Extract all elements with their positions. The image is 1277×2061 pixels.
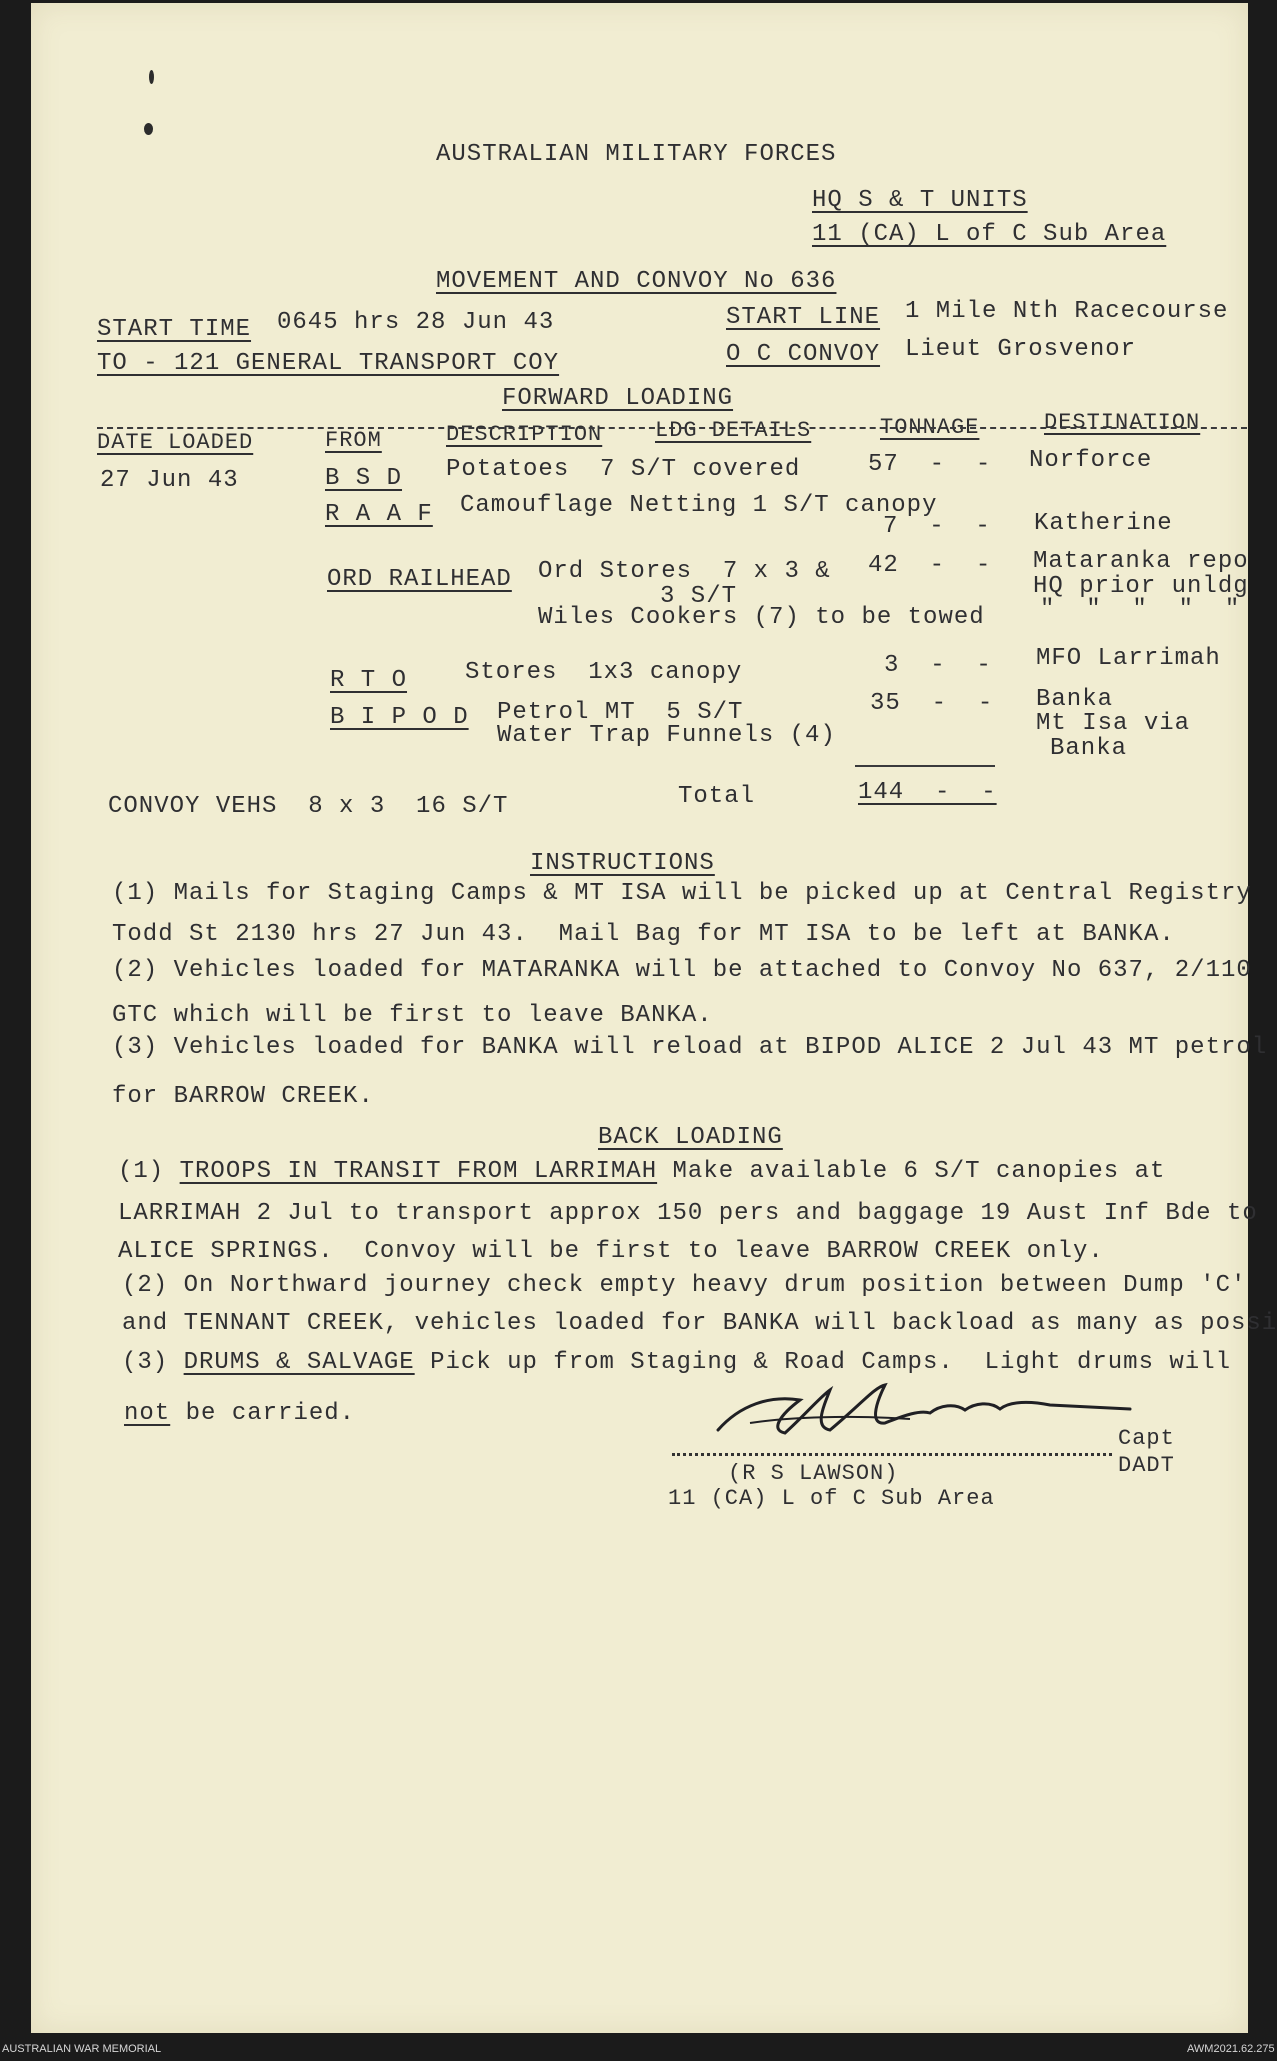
date-loaded-value: 27 Jun 43 <box>100 467 239 494</box>
signature-unit: 11 (CA) L of C Sub Area <box>668 1486 995 1511</box>
row-destination-line2: Mt Isa via <box>1036 710 1191 737</box>
row-destination: Norforce <box>1029 447 1153 474</box>
unit-line-2: 11 (CA) L of C Sub Area <box>812 221 1167 248</box>
to-label: TO - 121 GENERAL TRANSPORT COY <box>97 350 560 377</box>
start-time-label: START TIME <box>97 316 252 343</box>
col-description: DESCRIPTION <box>446 422 603 447</box>
emphasis-not: not <box>124 1400 171 1427</box>
col-date-loaded: DATE LOADED <box>97 430 254 455</box>
start-line-label: START LINE <box>726 304 881 331</box>
instruction-line: Todd St 2130 hrs 27 Jun 43. Mail Bag for MT ISA to be left at BANKA. <box>112 921 1175 948</box>
row-destination: Banka <box>1036 686 1114 713</box>
row-destination: Mataranka repo <box>1033 548 1249 575</box>
row-from: R T O <box>330 667 408 694</box>
forward-loading-heading: FORWARD LOADING <box>502 385 734 412</box>
row-tonnage: 57 - - <box>868 451 992 478</box>
row-description-line2: 3 S/T <box>660 583 738 610</box>
total-value: 144 - - <box>858 779 997 806</box>
row-description: Camouflage Netting 1 S/T canopy <box>460 492 938 519</box>
row-description: Petrol MT 5 S/T <box>497 699 744 726</box>
signature-rank: Capt <box>1118 1426 1175 1451</box>
movement-title: MOVEMENT AND CONVOY No 636 <box>436 268 837 295</box>
instruction-line: for BARROW CREEK. <box>112 1083 374 1110</box>
troops-in-transit-heading: TROOPS IN TRANSIT FROM LARRIMAH <box>179 1158 658 1185</box>
total-rule <box>855 765 995 767</box>
instruction-line: (2) Vehicles loaded for MATARANKA will be attached to Convoy No 637, 2/110 <box>112 957 1252 984</box>
row-description: Potatoes 7 S/T covered <box>446 456 801 483</box>
instructions-heading: INSTRUCTIONS <box>530 850 715 877</box>
back-loading-line: LARRIMAH 2 Jul to transport approx 150 pers and baggage 19 Aust Inf Bde to <box>118 1200 1258 1227</box>
signature-line <box>672 1453 1112 1456</box>
back-loading-line: and TENNANT CREEK, vehicles loaded for BANKA will backload as many as possi <box>122 1310 1277 1337</box>
oc-convoy-label: O C CONVOY <box>726 341 881 368</box>
back-loading-line-7 <box>124 1402 355 1426</box>
unit-line-1: HQ S & T UNITS <box>812 187 1028 214</box>
oc-convoy-value: Lieut Grosvenor <box>905 336 1137 363</box>
back-loading-line-6 <box>122 1351 1231 1375</box>
row-destination-line2: HQ prior unldg <box>1033 573 1249 600</box>
row-destination: MFO Larrimah <box>1036 645 1221 672</box>
line-text: Make available 6 S/T canopies at <box>657 1158 1166 1185</box>
footer-reference: AWM2021.62.275 <box>1187 2043 1275 2055</box>
row-destination: Katherine <box>1034 510 1173 537</box>
handwritten-signature <box>710 1375 1150 1445</box>
row-tonnage: 42 - - <box>868 552 992 579</box>
signature-name: (R S LAWSON) <box>728 1461 899 1486</box>
row-tonnage: 35 - - <box>870 690 994 717</box>
footer-source: AUSTRALIAN WAR MEMORIAL <box>2 2043 162 2055</box>
row-destination-line3: Banka <box>1050 735 1128 762</box>
signature-appointment: DADT <box>1118 1453 1175 1478</box>
row-description: Stores 1x3 canopy <box>465 659 743 686</box>
table-header-rule <box>97 427 1247 429</box>
col-tonnage: TONNAGE <box>880 415 980 440</box>
row-tonnage: 7 - - <box>883 513 991 540</box>
row-description: Ord Stores 7 x 3 & <box>538 558 831 585</box>
row-description-line3: Wiles Cookers (7) to be towed <box>538 604 985 631</box>
total-label: Total <box>678 783 756 810</box>
back-loading-line-1 <box>118 1160 1165 1184</box>
row-from: R A A F <box>325 501 433 528</box>
col-ldg-details: LDG DETAILS <box>655 418 812 443</box>
row-destination-line3: " " " " " <box>1040 596 1241 623</box>
row-from: ORD RAILHEAD <box>327 566 512 593</box>
instruction-line: (1) Mails for Staging Camps & MT ISA will be picked up at Central Registry <box>112 880 1252 907</box>
instruction-line: GTC which will be first to leave BANKA. <box>112 1002 713 1029</box>
row-from: B S D <box>325 465 403 492</box>
convoy-vehs: CONVOY VEHS 8 x 3 16 S/T <box>108 793 509 820</box>
document-title: AUSTRALIAN MILITARY FORCES <box>436 141 837 168</box>
col-destination: DESTINATION <box>1044 410 1201 435</box>
back-loading-line: ALICE SPRINGS. Convoy will be first to leave BARROW CREEK only. <box>118 1238 1104 1265</box>
line-text: Pick up from Staging & Road Camps. Light drums will <box>414 1349 1231 1376</box>
row-tonnage: 3 - - <box>884 652 992 679</box>
row-from: B I P O D <box>330 704 469 731</box>
col-from: FROM <box>325 428 382 453</box>
row-description-line2: Water Trap Funnels (4) <box>497 722 836 749</box>
start-time-value: 0645 hrs 28 Jun 43 <box>277 309 555 336</box>
instruction-line: (3) Vehicles loaded for BANKA will reload at BIPOD ALICE 2 Jul 43 MT petrol <box>112 1034 1268 1061</box>
item-number: (3) <box>122 1349 169 1376</box>
drums-salvage-heading: DRUMS & SALVAGE <box>183 1349 415 1376</box>
back-loading-heading: BACK LOADING <box>598 1124 783 1151</box>
item-number: (1) <box>118 1158 165 1185</box>
back-loading-line: (2) On Northward journey check empty heavy drum position between Dump 'C' <box>122 1272 1247 1299</box>
start-line-value: 1 Mile Nth Racecourse <box>905 298 1229 325</box>
punch-hole <box>149 70 154 84</box>
punch-hole <box>144 123 153 135</box>
line-text: be carried. <box>170 1400 356 1427</box>
